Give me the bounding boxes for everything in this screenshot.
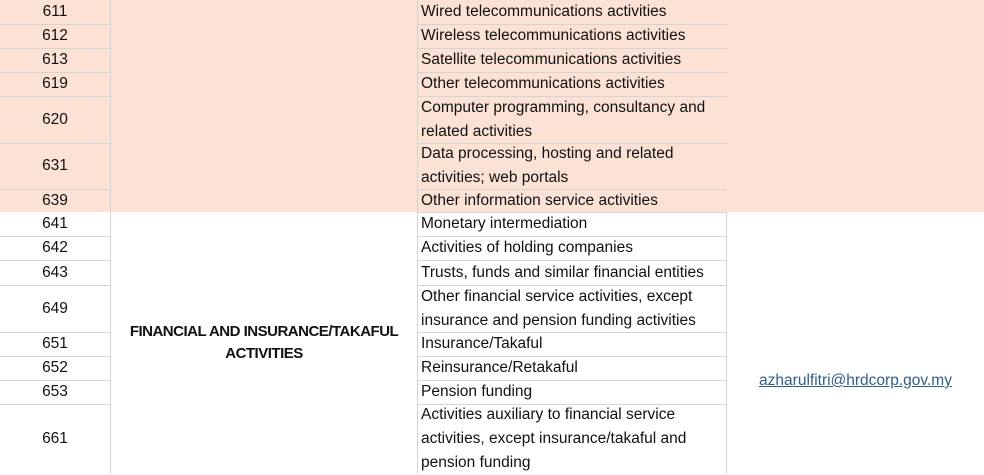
description-cell[interactable]: Other telecommunications activities (421, 75, 665, 92)
description-cell[interactable]: Activities auxiliary to financial service activities, except insurance/takaful and pension funding (421, 406, 687, 471)
description-cell[interactable]: Satellite telecommunications activities (421, 51, 682, 68)
description-cell[interactable]: Other financial service activities, except insurance and pension funding activities (421, 287, 696, 329)
code-cell[interactable]: 613 (42, 51, 68, 68)
code-cell[interactable]: 652 (42, 359, 68, 376)
section-label-cell[interactable]: FINANCIAL AND INSURANCE/TAKAFUL ACTIVITIES (129, 323, 399, 362)
contact-email-link[interactable]: azharulfitri@hrdcorp.gov.my (759, 372, 952, 389)
code-cell[interactable]: 651 (42, 335, 68, 352)
description-cell[interactable]: Wired telecommunications activities (421, 3, 667, 20)
description-cell[interactable]: Reinsurance/Retakaful (421, 359, 578, 376)
code-cell[interactable]: 642 (42, 239, 68, 256)
code-cell[interactable]: 649 (42, 299, 68, 317)
description-cell[interactable]: Trusts, funds and similar financial entities (421, 263, 704, 281)
description-cell[interactable]: Activities of holding companies (421, 239, 633, 256)
code-cell[interactable]: 641 (42, 215, 68, 232)
code-cell[interactable]: 619 (42, 75, 68, 92)
description-cell[interactable]: Data processing, hosting and related activities; web portals (421, 145, 674, 186)
code-cell[interactable]: 653 (42, 383, 68, 400)
code-cell[interactable]: 611 (42, 3, 68, 20)
description-cell[interactable]: Pension funding (421, 383, 533, 400)
description-cell[interactable]: Computer programming, consultancy and related activities (421, 98, 706, 140)
code-cell[interactable]: 631 (42, 157, 68, 174)
code-cell[interactable]: 620 (42, 110, 68, 128)
code-cell[interactable]: 612 (42, 27, 68, 44)
description-cell[interactable]: Monetary intermediation (421, 215, 588, 232)
code-cell[interactable]: 643 (42, 263, 68, 281)
column-divider (726, 212, 727, 474)
description-cell[interactable]: Wireless telecommunications activities (421, 27, 686, 44)
description-cell[interactable]: Other information service activities (421, 191, 658, 209)
code-cell[interactable]: 661 (42, 430, 68, 447)
code-cell[interactable]: 639 (42, 191, 68, 209)
description-cell[interactable]: Insurance/Takaful (421, 335, 543, 352)
